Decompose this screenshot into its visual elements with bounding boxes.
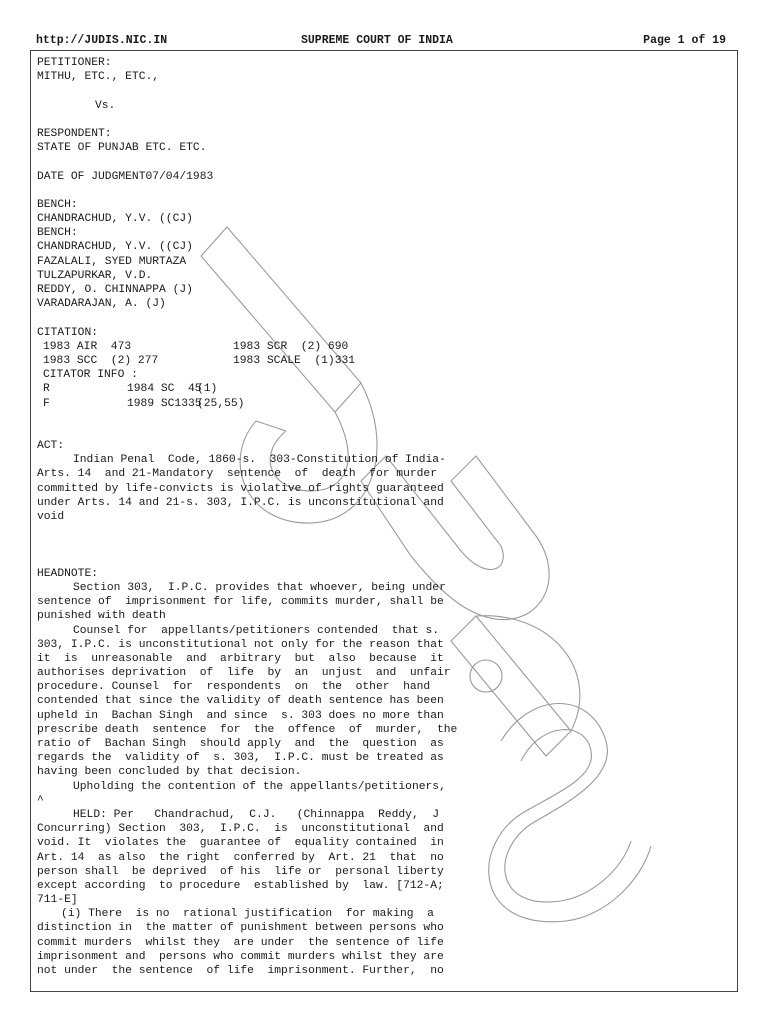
petitioner-name: MITHU, ETC., ETC., xyxy=(37,71,160,84)
headnote-line: except according to procedure established by law. [712-A; xyxy=(37,879,444,892)
headnote-line: Counsel for appellants/petitioners contended that s. xyxy=(73,624,440,637)
headnote-line: distinction in the matter of punishment between persons who xyxy=(37,922,444,935)
headnote-line: Concurring) Section 303, I.P.C. is unconstitutional and xyxy=(37,823,444,836)
headnote-line: procedure. Counsel for respondents on the other hand xyxy=(37,681,431,694)
page-number: Page 1 of 19 xyxy=(643,34,726,47)
citator-para: (25,55) xyxy=(197,397,245,410)
bench-first: CHANDRACHUD, Y.V. ((CJ) xyxy=(37,213,193,226)
headnote-line: void. It violates the guarantee of equality contained in xyxy=(37,837,444,850)
bench-judge: TULZAPURKAR, V.D. xyxy=(37,269,153,282)
headnote-line: it is unreasonable and arbitrary but also because it xyxy=(37,652,444,665)
bench-judge: VARADARAJAN, A. (J) xyxy=(37,298,166,311)
judgment-date: DATE OF JUDGMENT07/04/1983 xyxy=(37,170,214,183)
headnote-line: Section 303, I.P.C. provides that whoever, being under xyxy=(73,581,446,594)
court-name: SUPREME COURT OF INDIA xyxy=(301,34,453,47)
act-line: void xyxy=(37,511,65,523)
bench-judge: REDDY, O. CHINNAPPA (J) xyxy=(37,284,193,296)
headnote-line: punished with death xyxy=(37,610,166,623)
citator-code: R xyxy=(43,383,50,396)
citator-ref: 1984 SC 45 xyxy=(127,383,202,396)
citator-code: F xyxy=(43,397,50,410)
headnote-line: prescribe death sentence for the offence of murder, the xyxy=(37,723,458,736)
headnote-line: 303, I.P.C. is unconstitutional not only for the reason that xyxy=(37,638,444,651)
headnote-line: regards the validity of s. 303, I.P.C. must be treated as xyxy=(37,752,444,765)
headnote-caret: ^ xyxy=(37,794,44,807)
citation-label: CITATION: xyxy=(37,326,99,339)
headnote-line: person shall be deprived of his life or personal liberty xyxy=(37,865,444,878)
bench-label-2: BENCH: xyxy=(37,227,78,240)
citator-row xyxy=(37,382,497,396)
headnote-label: HEADNOTE: xyxy=(37,567,99,580)
citation-cell: 1983 SCALE (1)331 xyxy=(233,354,356,367)
bench-judge: FAZALALI, SYED MURTAZA xyxy=(37,255,187,268)
headnote-line: upheld in Bachan Singh and since s. 303 does no more than xyxy=(37,709,444,722)
act-line: committed by life-convicts is violative of rights guaranteed xyxy=(37,482,444,495)
headnote-line: Upholding the contention of the appellants/petitioners, xyxy=(73,780,446,793)
headnote-line: having been concluded by that decision. xyxy=(37,766,302,779)
citator-ref: 1989 SC1335 xyxy=(127,397,202,410)
headnote-line: imprisonment and persons who commit murders whilst they are xyxy=(37,950,444,963)
respondent-name: STATE OF PUNJAB ETC. ETC. xyxy=(37,142,207,155)
respondent-label: RESPONDENT: xyxy=(37,127,112,140)
headnote-line: not under the sentence of life imprisonment. Further, no xyxy=(37,965,444,977)
citator-label: CITATOR INFO : xyxy=(43,369,138,382)
headnote-line: contended that since the validity of death sentence has been xyxy=(37,695,444,708)
act-line: Arts. 14 and 21-Mandatory sentence of death for murder xyxy=(37,468,437,481)
headnote-line: sentence of imprisonment for life, commits murder, shall be xyxy=(37,596,444,609)
headnote-line: authorises deprivation of life by an unjust and unfair xyxy=(37,667,451,680)
citation-row xyxy=(37,354,497,368)
headnote-line: (i) There is no rational justification for making a xyxy=(61,908,434,921)
citation-row xyxy=(37,340,497,354)
act-line: under Arts. 14 and 21-s. 303, I.P.C. is unconstitutional and xyxy=(37,496,444,509)
citator-row xyxy=(37,397,497,411)
headnote-line: 711-E] xyxy=(37,894,78,907)
act-label: ACT: xyxy=(37,440,65,453)
page-header xyxy=(36,34,726,50)
citation-cell: 1983 AIR 473 xyxy=(43,340,132,353)
citator-para: (1) xyxy=(197,383,218,396)
versus: Vs. xyxy=(95,99,116,112)
document-frame xyxy=(30,50,738,992)
petitioner-label: PETITIONER: xyxy=(37,57,112,69)
bench-judge: CHANDRACHUD, Y.V. ((CJ) xyxy=(37,241,193,254)
headnote-line: Art. 14 as also the right conferred by Art. 21 that no xyxy=(37,851,444,864)
site-url[interactable]: http://JUDIS.NIC.IN xyxy=(36,34,168,47)
headnote-line: ratio of Bachan Singh should apply and the question as xyxy=(37,738,444,750)
judgment-text xyxy=(37,56,497,978)
bench-label: BENCH: xyxy=(37,198,78,211)
citation-cell: 1983 SCC (2) 277 xyxy=(43,354,159,367)
act-line: Indian Penal Code, 1860-s. 303-Constitution of India- xyxy=(73,454,446,467)
headnote-line: commit murders whilst they are under the sentence of life xyxy=(37,936,444,949)
citation-cell: 1983 SCR (2) 690 xyxy=(233,340,349,353)
headnote-line: HELD: Per Chandrachud, C.J. (Chinnappa Reddy, J xyxy=(73,808,440,821)
